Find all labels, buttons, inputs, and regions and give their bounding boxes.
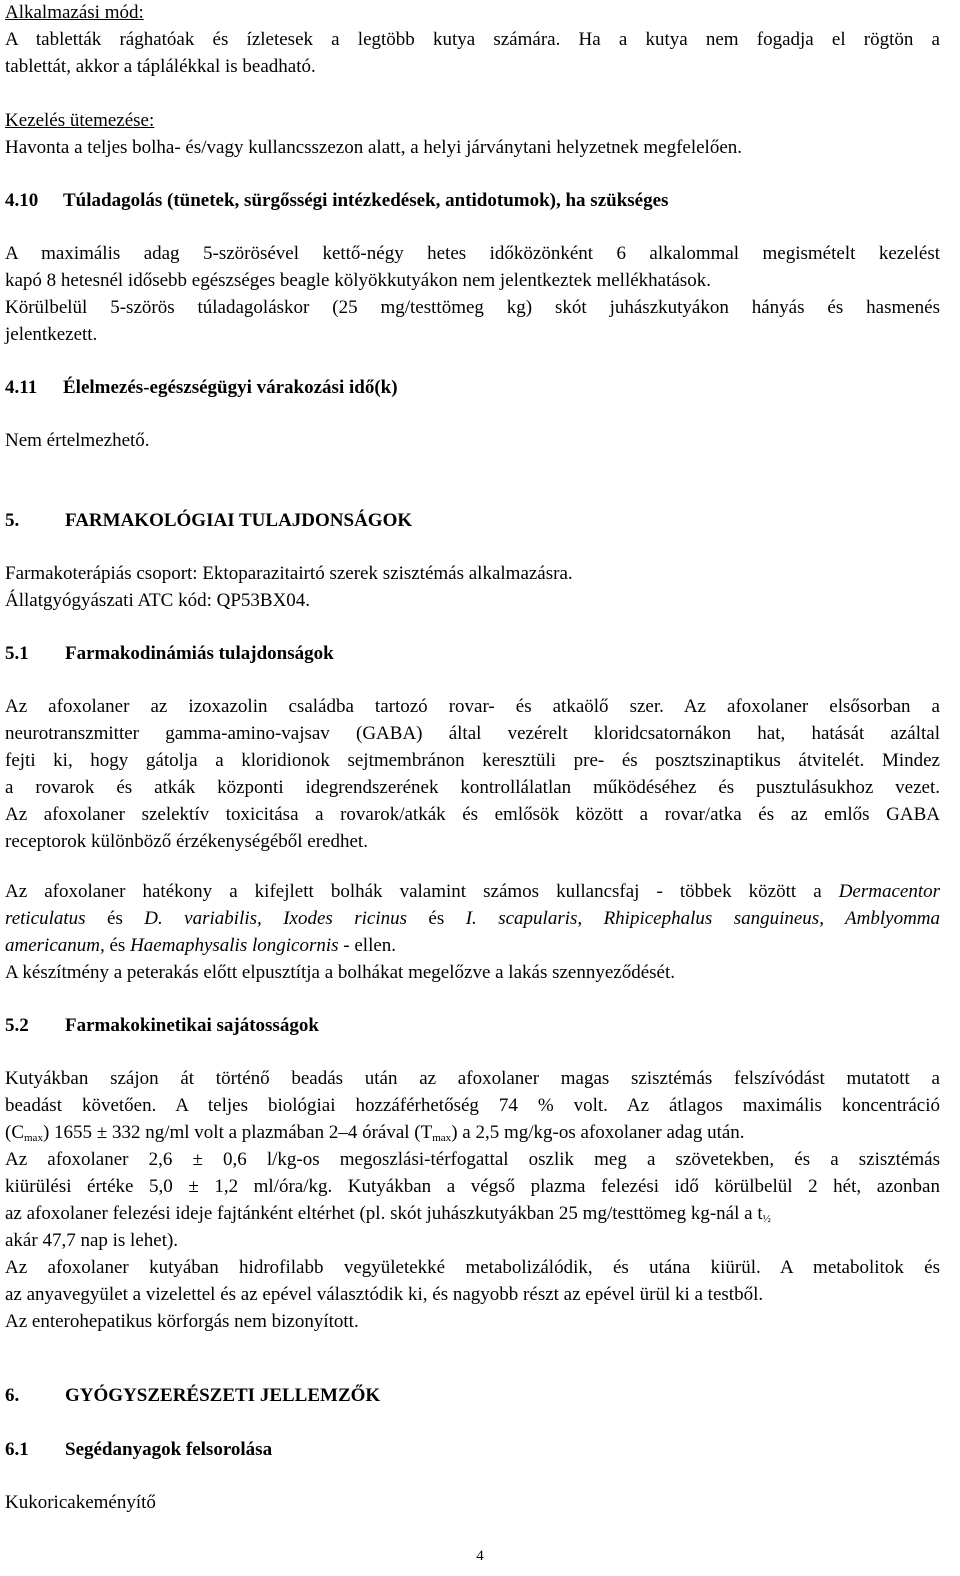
section-4-10-title: Túladagolás (tünetek, sürgősségi intézkedések, antidotumok), ha szükséges [63,190,669,211]
s52-line-8: Az afoxolaner kutyában hidrofilabb vegyületekké metabolizálódik, és utána kiürül. A metabolitok és [5,1257,940,1278]
s51-p2-line-3: americanum, és Haemaphysalis longicornis - ellen. [5,935,397,956]
s411-line-1: Nem értelmezhető. [5,430,150,451]
section-5-2-title: Farmakokinetikai sajátosságok [65,1015,319,1036]
section-5-2-number: 5.2 [5,1015,29,1036]
s51-p1-line-4: a rovarok és atkák központi idegrendszerének kontrollálatlan működéséhez és pusztulásukhoz vezet. [5,777,940,798]
s51-p2-line-4: A készítmény a peterakás előtt elpusztítja a bolhákat megelőzve a lakás szennyeződését. [5,962,676,983]
s51-p1-line-3: fejti ki, hogy gátolja a kloridionok sejtmembránon keresztüli pre- és posztszinaptikus átvitelét. Mindez [5,750,940,771]
s52-line-3: $(C_{max}) 1655 \pm 332$ ng/ml volt a plazmában 2–4 órával $(T_{max})$ a 2,5 mg/kg-os afoxolaner adag után. [5,1122,745,1144]
section-6-number: 6. [5,1385,20,1406]
section-6-heading [5,1385,380,1407]
s51-p2-line-2: reticulatus és D. variabilis, Ixodes ricinus és I. scapularis, Rhipicephalus sanguineus, Amblyomma [5,908,941,929]
section-6-1-title: Segédanyagok felsorolása [65,1439,273,1460]
s410-line-3: Körülbelül 5-szörös túladagoláskor (25 mg/testtömeg kg) skót juhászkutyákon hányás és hasmenés [5,297,940,318]
s410-line-4: jelentkezett. [5,324,98,345]
s52-line-7: akár 47,7 nap is lehet). [5,1230,179,1251]
s52-line-10: Az enterohepatikus körforgás nem bizonyított. [5,1311,359,1332]
usage-line-2: tablettát, akkor a táplálékkal is beadható. [5,56,316,77]
section-6-title: GYÓGYSZERÉSZETI JELLEMZŐK [65,1385,381,1406]
section-5-2-heading [5,1015,319,1037]
section-4-11-heading [5,377,398,399]
section-5-number: 5. [5,510,20,531]
usage-line-1: A tabletták rághatóak és ízletesek a legtöbb kutya számára. Ha a kutya nem fogadja el rögtön a [5,29,940,50]
section-6-1-heading [5,1439,272,1461]
section-5-1-heading [5,643,334,665]
s52-line-6: az afoxolaner felezési ideje fajtánként eltérhet (pl. skót juhászkutyákban 25 mg/testtömeg kg-nál a $t_{\frac{1}{2}}$ [5,1203,771,1225]
s51-p1-line-2: neurotranszmitter gamma-amino-vajsav (GABA) által vezérelt kloridcsatornákon hat, hatását azáltal [5,723,940,744]
s51-p2-line-1: Az afoxolaner hatékony a kifejlett bolhák valamint számos kullancsfaj - többek között a Dermacentor [5,881,940,902]
s52-line-5: kiürülési értéke 5,0 ± 1,2 ml/óra/kg. Kutyákban a végső plazma felezési idő körülbelül 2 hét, azonban [5,1176,940,1197]
s52-line-4: Az afoxolaner 2,6 ± 0,6 l/kg-os megoszlási-térfogattal oszlik meg a szövetekben, és a szisztémás [5,1149,940,1170]
section-4-11-title: Élelmezés-egészségügyi várakozási idő(k) [63,377,398,398]
page-number: 4 [476,1548,484,1564]
s52-line-9: az anyavegyület a vizelettel és az epével választódik ki, és nagyobb részt az epével ürül ki a testből. [5,1284,764,1305]
s52-line-1: Kutyákban szájon át történő beadás után az afoxolaner magas szisztémás felszívódást mutatott a [5,1068,940,1089]
section-6-1-number: 6.1 [5,1439,29,1460]
section-4-11-number: 4.11 [5,377,38,398]
s5-line-1: Farmakoterápiás csoport: Ektoparazitairtó szerek szisztémás alkalmazásra. [5,563,573,584]
section-5-1-number: 5.1 [5,643,29,664]
s51-p1-line-6: receptorok különböző érzékenységéből eredhet. [5,831,368,852]
section-4-10-heading [5,190,668,212]
schedule-line-1: Havonta a teljes bolha- és/vagy kullancsszezon alatt, a helyi járványtani helyzetnek megfelelően. [5,137,743,158]
s61-line-1: Kukoricakeményítő [5,1492,156,1513]
section-5-1-title: Farmakodinámiás tulajdonságok [65,643,334,664]
s51-p1-line-5: Az afoxolaner szelektív toxicitása a rovarok/atkák és emlősök között a rovar/atka és az emlős GABA [5,804,940,825]
s410-line-1: A maximális adag 5-szörösével kettő-négy hetes időközönként 6 alkalommal megismételt kezelést [5,243,940,264]
usage-heading: Alkalmazási mód: [5,2,144,23]
section-5-title: FARMAKOLÓGIAI TULAJDONSÁGOK [65,510,413,531]
s52-line-2: beadást követően. A teljes biológiai hozzáférhetőség 74 % volt. Az átlagos maximális koncentráció [5,1095,940,1116]
schedule-heading: Kezelés ütemezése: [5,110,155,131]
s5-line-2: Állatgyógyászati ATC kód: QP53BX04. [5,590,311,611]
s410-line-2: kapó 8 hetesnél idősebb egészséges beagle kölyökkutyákon nem jelentkeztek mellékhatások. [5,270,711,291]
s51-p1-line-1: Az afoxolaner az izoxazolin családba tartozó rovar- és atkaölő szer. Az afoxolaner elsősorban a [5,696,940,717]
section-5-heading [5,510,412,532]
section-4-10-number: 4.10 [5,190,39,211]
